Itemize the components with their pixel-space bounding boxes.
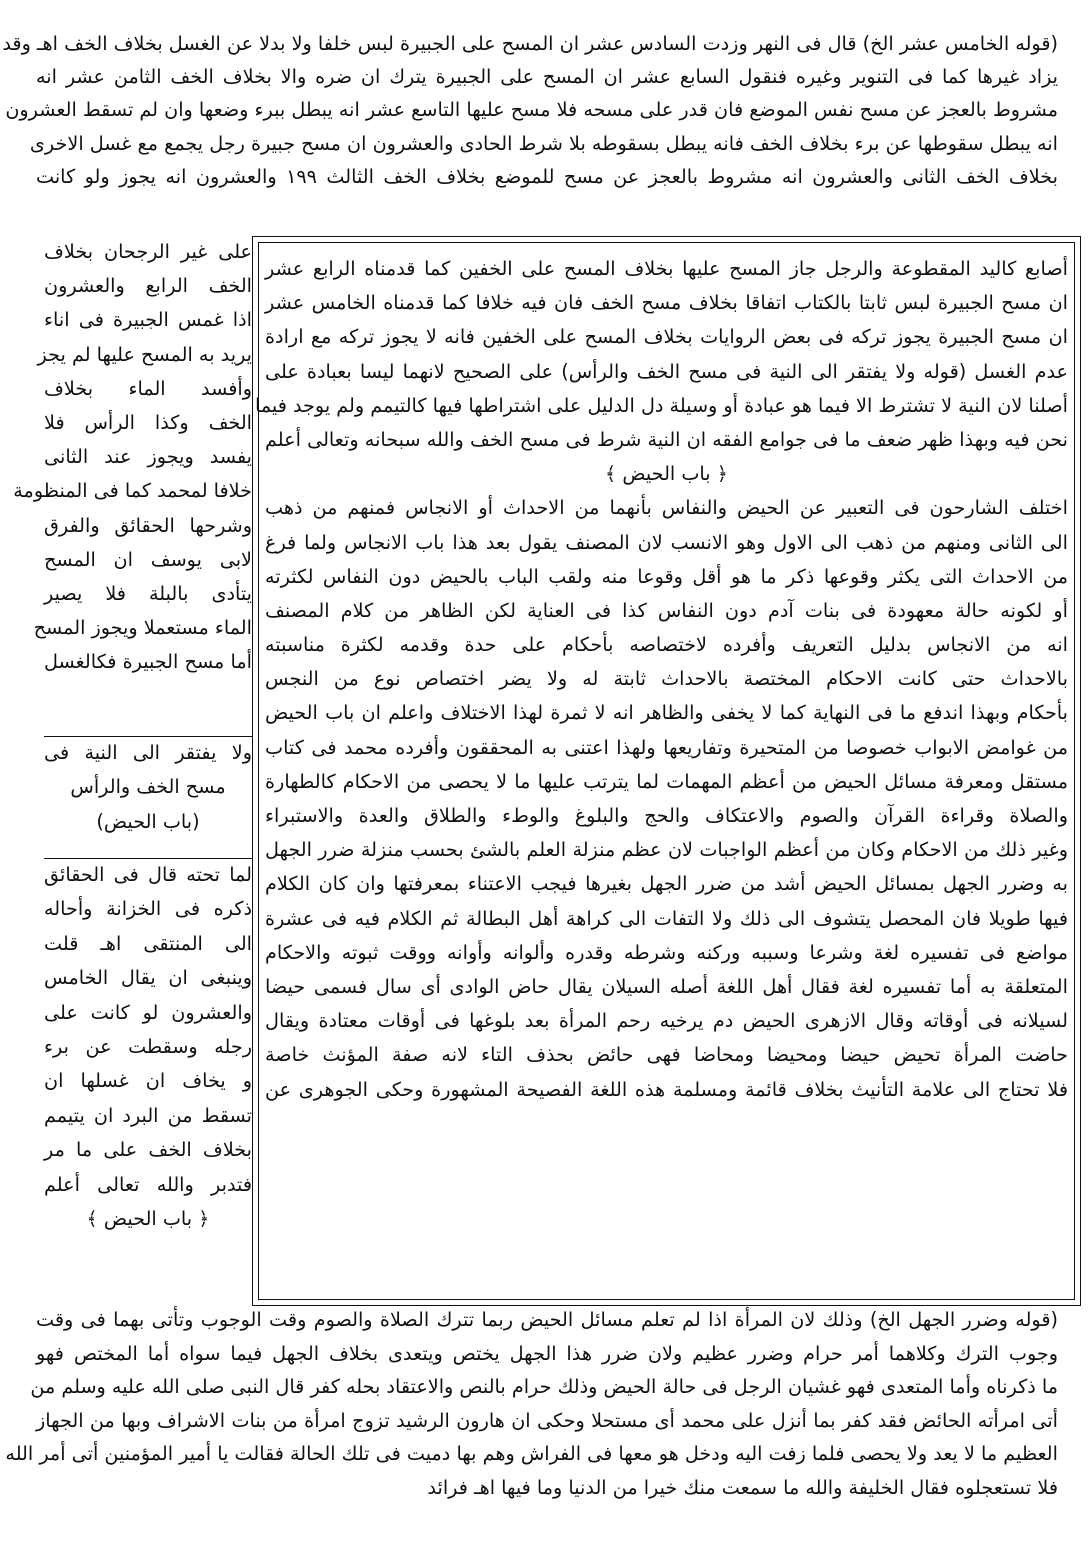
margin-line: الى المنتقى اهـ قلت (44, 931, 252, 955)
main-line: به وضرر الجهل بمسائل الحيض أشد من ضرر الجهل بغيرها فيجب الاعتناء بمعرفتها وان كان الكلام (265, 872, 1068, 896)
bottom-line: وجوب الترك وكلاهما أمر حرام وضرر عظيم ولان ضرر هذا الجهل يختص ويتعدى بخلاف الجهل فيما سواه أما المختص فهو (36, 1341, 1058, 1365)
margin-line: ولا يفتقر الى النية فى (44, 741, 252, 764)
main-line: أو لكونه حالة معهودة فى بنات آدم دون النفاس كذا فى العناية لكن الظاهر من كلام المصنف (265, 598, 1068, 622)
margin-line: الخف وكذا الرأس فلا (44, 410, 252, 434)
main-line: بأحكام وبهذا اندفع ما فى النهاية كما لا يخفى والظاهر انه لا ثمرة لهذا الاختلاف واعلم ان باب الحيض (265, 701, 1068, 725)
bottom-line: فلا تستعجلوه فقال الخليفة والله ما سمعت منك خيرا من الدنيا وما فيها اهـ فرائد (427, 1475, 1058, 1499)
main-line: وغير ذلك من الاحكام وكان من أعظم الواجبات لان عظم منزلة العلم بالشئ بحسب منزلة ضرر الجهل (265, 838, 1068, 862)
margin-heading: ﴿ باب الحيض ﴾ (86, 1206, 210, 1230)
main-line: مواضع فى تفسيره لغة وشرعا وسببه وركنه وشرطه وقدره وألوانه وأوانه ووقت ثبوته والاحكام (265, 940, 1068, 964)
margin-line: ذكره فى الخزانة وأحاله (44, 897, 252, 921)
main-line: والصلاة وقراءة القرآن والصوم والاعتكاف والحج والبلوغ والوطء والطلاق والعدة والاستبراء (265, 804, 1068, 827)
main-line: الى الثانى ومنهم من ذهب الى الاول وهو الانسب لان المصنف يقول بعد هذا باب الانجاس ولما فرغ (265, 530, 1068, 554)
main-line: مستقل ومعرفة مسائل الحيض من أعظم المهمات لما يترتب عليها ما لا يحصى من الاحكام كالطهارة (265, 769, 1068, 793)
margin-line: اذا غمس الجبيرة فى اناء (44, 308, 252, 332)
main-line: حاضت المرأة تحيض حيضا ومحيضا ومحاضا فهى حائض بحذف التاء لانه صفة المؤنث خاصة (265, 1043, 1068, 1067)
main-line: فيها طويلا فان المحصل يتشوف الى ذلك ولا التفات الى كراهة أهل البطالة ثم الكلام فيه فى عشرة (265, 906, 1068, 930)
main-line: أصابع كاليد المقطوعة والرجل جاز المسح عليها بخلاف المسح على الخفين كما قدمناه الرابع عشر (265, 257, 1068, 280)
chapter-heading: ﴿ باب الحيض ﴾ (605, 462, 728, 486)
margin-line: تسقط من البرد ان يتيمم (44, 1103, 252, 1127)
margin-line: يفسد ويجوز عند الثانى (44, 445, 252, 469)
margin-line: لابى يوسف ان المسح (44, 547, 252, 571)
main-line: لسيلانه فى أوقاته وقال الازهرى الحيض دم يرخيه رحم المرأة بعد بلوغها فى أوقات معتادة ويقال (265, 1009, 1068, 1033)
margin-line: يريد به المسح عليها لم يجز (37, 342, 252, 366)
bottom-line: (قوله وضرر الجهل الخ) وذلك لان المرأة اذا لم تعلم مسائل الحيض ربما تترك الصلاة والصوم وقت الوجوب وتأتى بهما فى وقت (36, 1308, 1058, 1331)
margin-line: وشرحها الحقائق والفرق (44, 513, 252, 537)
margin-line: مسح الخف والرأس (70, 775, 226, 799)
main-line: من الاحداث التى يكثر وقوعها ذكر ما هو أقل وقوعا منه ولقب الباب بالحيض دون النفاس لكثرته (265, 564, 1068, 588)
top-commentary (2, 32, 1058, 234)
main-line: ان مسح الجبيرة لبس ثابتا بالكتاب اتفاقا بخلاف مسح الخف فان فيه خلافا كما قدمناه الخامس عشر (265, 291, 1068, 315)
margin-line: يتأدى بالبلة فلا يصير (44, 581, 252, 605)
margin-line: بخلاف الخف على ما مر (44, 1138, 252, 1162)
margin-line: أما مسح الجبيرة فكالغسل (44, 650, 252, 674)
main-text-frame (252, 236, 1081, 1306)
margin-line: والعشرون لو كانت على (44, 1000, 252, 1024)
main-line: فلا تحتاج الى علامة التأنيث بخلاف قائمة ومسلمة هذه اللغة الفصيحة المشهورة وحكى الجوهرى عن (265, 1077, 1068, 1101)
main-line: عدم الغسل (قوله ولا يفتقر الى النية فى مسح الخف والرأس) على الصحيح لانهما ليسا بعبادة على (265, 359, 1068, 383)
main-text (254, 257, 1068, 1114)
bottom-commentary (5, 1308, 1058, 1500)
bottom-line: أتى امرأته الحائض فقد كفر بما أنزل على محمد أى مستحلا وحكى ان هارون الرشيد تزوج امرأة من بنات الاشراف وبها من الجهاز (36, 1408, 1058, 1432)
main-line: أصلنا لان النية لا تشترط الا فيما هو عبادة أو وسيلة دل الدليل على اشتراطها فيها كالتيمم ولم يوجد فيما (254, 393, 1068, 417)
margin-line: وأفسد الماء بخلاف (44, 376, 252, 400)
main-line: المتعلقة به أما تفسيره لغة فقال أهل اللغة أصله السيلان يقال حاض الوادى أى سال فسمى حيضا (265, 974, 1068, 998)
margin-block (44, 736, 252, 846)
margin-block (44, 858, 252, 1243)
margin-line: لما تحته قال فى الحقائق (44, 863, 252, 886)
margin-line: رجله وسقطت عن برء (44, 1034, 252, 1058)
bottom-line: العظيم ما لا يعد ولا يحصى فلما زفت اليه ودخل هو معها فى الفراش وهم بها دميت فى تلك الحالة فقالت يا أمير المؤمنين أتى أمر الله (5, 1442, 1058, 1466)
main-line: من غوامض الابواب خصوصا من المتحيرة وتفاريعها ولهذا اعتنى به المحققون وأفرده محمد فى كتاب (265, 735, 1068, 759)
margin-line: على غير الرجحان بخلاف (44, 240, 252, 263)
top-line: انه يبطل سقوطها عن برء بخلاف الخف فانه يبطل بسقوطه بلا شرط الحادى والعشرون ان مسح جبيرة رجل يجمع مع غسل الاخرى (29, 131, 1058, 155)
bottom-line: ما ذكرناه وأما المتعدى فهو غشيان الرجل فى حالة الحيض وذلك حرام بالنص والاعتقاد بحله كفر قال النبى صلى الله عليه وسلم من (30, 1375, 1058, 1399)
main-line: نحن فيه وبهذا ظهر ضعف ما فى جوامع الفقه ان النية شرط فى مسح الخف والله سبحانه وتعالى أعلم (265, 427, 1068, 451)
margin-line: وينبغى ان يقال الخامس (44, 966, 252, 990)
margin-line: و يخاف ان غسلها ان (44, 1069, 252, 1093)
margin-heading: (باب الحيض) (96, 809, 200, 833)
margin-line: خلافا لمحمد كما فى المنظومة (13, 479, 252, 503)
margin-column (13, 236, 252, 1306)
main-line: بالاحداث حتى كانت الاحكام المختصة بالاحداث ثابتة له ولا يضر اختصاص نوع من النجس (265, 667, 1068, 691)
margin-line: الخف الرابع والعشرون (44, 274, 252, 298)
main-line: اختلف الشارحون فى التعبير عن الحيض والنفاس بأنهما من الاحداث أو الانجاس فمنهم من ذهب (265, 496, 1068, 520)
top-line: يزاد غيرها كما فى التنوير وغيره فنقول السابع عشر ان المسح على الجبيرة يترك ان ضره والا بخلاف الخف الثامن عشر انه (36, 65, 1058, 89)
margin-line: الماء مستعملا ويجوز المسح (33, 616, 252, 640)
top-line: (قوله الخامس عشر الخ) قال فى النهر وزدت السادس عشر ان المسح على الجبيرة لبس خلفا ولا بدلا عن الغسل بخلاف الخف اهـ وقد (2, 32, 1058, 55)
margin-block (13, 240, 252, 686)
main-line: ان مسح الجبيرة يجوز تركه فى بعض الروايات بخلاف المسح على الخفين فانه لا يجوز تركه مع ارادة (265, 325, 1068, 349)
main-line: انه من الانجاس بدليل التعريف وأفرده لاختصاصه بأحكام على حدة وقدمه لكثرة مناسبته (265, 633, 1068, 657)
margin-line: فتدبر والله تعالى أعلم (44, 1172, 252, 1196)
top-line: مشروط بالعجز عن مسح نفس الموضع فان قدر على مسحه فلا مسح عليها التاسع عشر انه يبطل ببرء وضعها وان لم تسقط العشرون (5, 98, 1058, 122)
top-line: بخلاف الخف الثانى والعشرون انه مشروط بالعجز عن مسح للموضع بخلاف الخف الثالث ١٩٩ والعشرون انه يجوز ولو كانت (36, 164, 1058, 188)
